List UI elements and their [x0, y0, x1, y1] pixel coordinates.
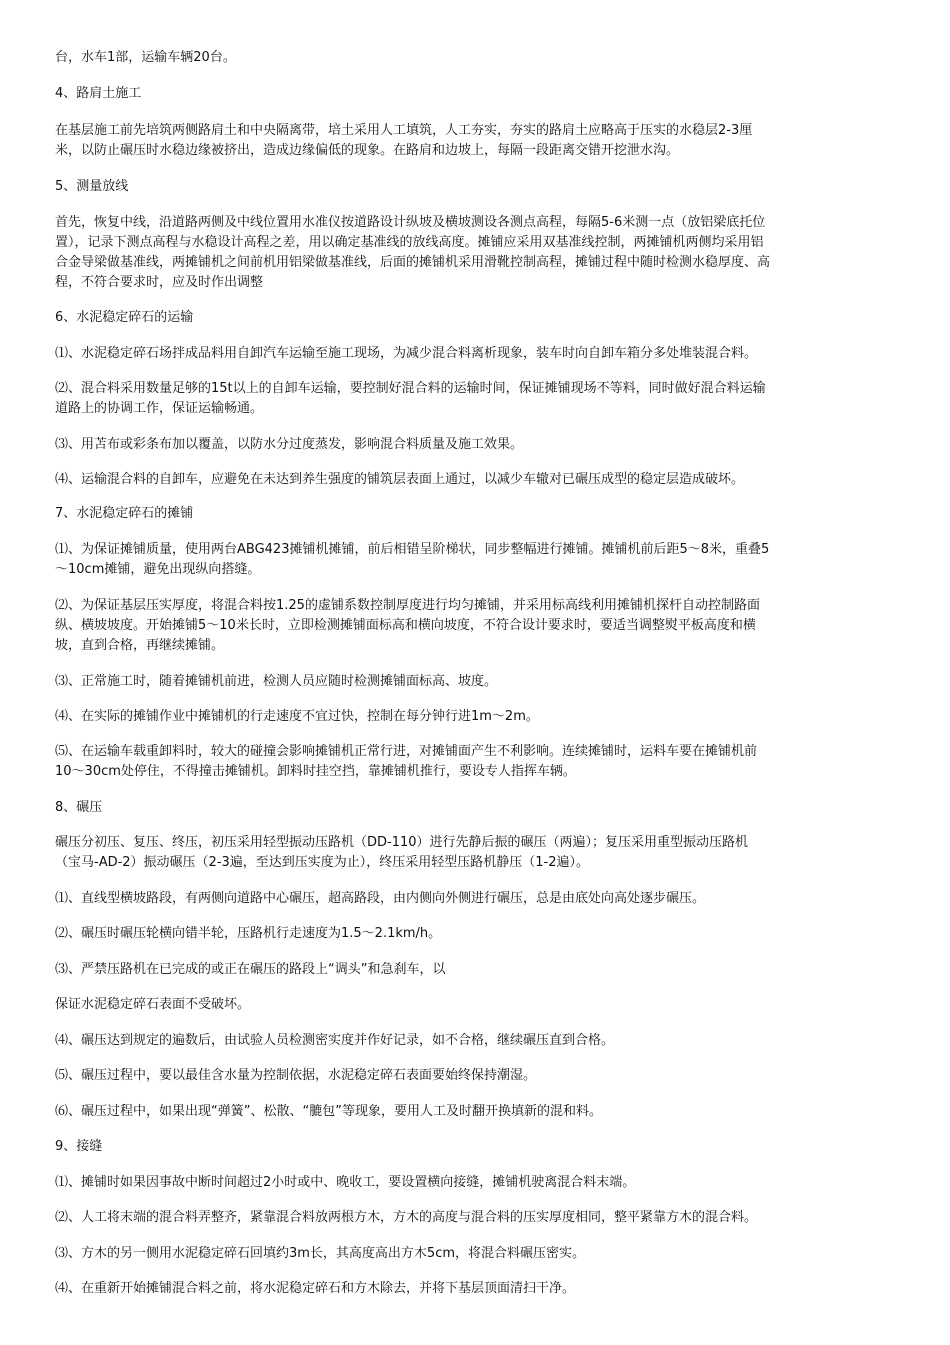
text-line: ⑷、在重新开始摊铺混合料之前，将水泥稳定碎石和方木除去，并将下基层顶面清扫干净。 — [55, 1281, 576, 1296]
text-line: 10～30cm处停住，不得撞击摊铺机。卸料时挂空挡，靠摊铺机推行，要设专人指挥车辆。 — [55, 764, 576, 779]
section-heading: 4、路肩土施工 — [55, 86, 142, 101]
text-line: ⑴、水泥稳定碎石场拌成品料用自卸汽车运输至施工现场，为减少混合料离析现象，装车时向自卸车箱分多处堆装混合料。 — [55, 346, 758, 361]
text-line: ⑶、严禁压路机在已完成的或正在碾压的路段上“调头”和急刹车，以 — [55, 962, 446, 977]
section-heading: 8、碾压 — [55, 800, 103, 815]
text-line: 在基层施工前先培筑两侧路肩土和中央隔离带，培土采用人工填筑，人工夯实，夯实的路肩土应略高于压实的水稳层2-3厘 — [55, 123, 753, 138]
text-line: 米，以防止碾压时水稳边缘被挤出，造成边缘偏低的现象。在路肩和边坡上，每隔一段距离交错开挖泄水沟。 — [55, 143, 680, 158]
text-line: 合金导梁做基准线，两摊铺机之间前机用铝梁做基准线，后面的摊铺机采用滑靴控制高程，摊铺过程中随时检测水稳厚度、高 — [55, 255, 771, 270]
text-line: ⑷、碾压达到规定的遍数后，由试验人员检测密实度并作好记录，如不合格，继续碾压直到合格。 — [55, 1033, 615, 1048]
text-line: ～10cm摊铺，避免出现纵向搭缝。 — [55, 562, 261, 577]
section-heading: 7、水泥稳定碎石的摊铺 — [55, 506, 194, 521]
text-line: ⑵、碾压时碾压轮横向错半轮，压路机行走速度为1.5～2.1km/h。 — [55, 926, 442, 941]
text-line: ⑴、摊铺时如果因事故中断时间超过2小时或中、晚收工，要设置横向接缝，摊铺机驶离混合料末端。 — [55, 1175, 636, 1190]
section-heading: 9、接缝 — [55, 1139, 103, 1154]
text-line: ⑹、碾压过程中，如果出现“弹簧”、松散、“膔包”等现象，要用人工及时翻开换填新的混和料。 — [55, 1104, 602, 1119]
text-line: ⑸、碾压过程中，要以最佳含水量为控制依据，水泥稳定碎石表面要始终保持潮湿。 — [55, 1068, 537, 1083]
text-line: 道路上的协调工作，保证运输畅通。 — [55, 401, 264, 416]
text-line: （宝马-AD-2）振动碾压（2-3遍，至达到压实度为止），终压采用轻型压路机静压（1-2遍）。 — [55, 855, 590, 870]
text-line: 台，水车1部，运输车辆20台。 — [55, 50, 236, 65]
text-line: ⑵、人工将末端的混合料弄整齐，紧靠混合料放两根方木，方木的高度与混合料的压实厚度相同，整平紧靠方木的混合料。 — [55, 1210, 758, 1225]
text-line: ⑷、运输混合料的自卸车，应避免在未达到养生强度的铺筑层表面上通过，以减少车辙对已碾压成型的稳定层造成破坏。 — [55, 472, 745, 487]
text-line: ⑶、方木的另一侧用水泥稳定碎石回填约3m长，其高度高出方木5cm，将混合料碾压密实。 — [55, 1246, 586, 1261]
text-line: 首先，恢复中线，沿道路两侧及中线位置用水准仪按道路设计纵坡及横坡测设各测点高程，每隔5-6米测一点（放铝梁底托位 — [55, 215, 766, 230]
text-line: ⑶、正常施工时，随着摊铺机前进，检测人员应随时检测摊铺面标高、坡度。 — [55, 674, 498, 689]
text-line: 置），记录下测点高程与水稳设计高程之差，用以确定基准线的放线高度。摊铺应采用双基准线控制，两摊铺机两侧均采用铝 — [55, 235, 764, 250]
text-line: 保证水泥稳定碎石表面不受破坏。 — [55, 997, 251, 1012]
section-heading: 5、测量放线 — [55, 179, 129, 194]
text-line: ⑷、在实际的摊铺作业中摊铺机的行走速度不宜过快，控制在每分钟行进1m～2m。 — [55, 709, 539, 724]
text-line: 坡，直到合格，再继续摊铺。 — [55, 638, 225, 653]
text-line: ⑵、混合料采用数量足够的15t以上的自卸车运输，要控制好混合料的运输时间，保证摊铺现场不等料，同时做好混合料运输 — [55, 381, 766, 396]
text-line: ⑴、直线型横坡路段，有两侧向道路中心碾压，超高路段，由内侧向外侧进行碾压，总是由底处向高处逐步碾压。 — [55, 891, 706, 906]
text-line: ⑸、在运输车载重卸料时，较大的碰撞会影响摊铺机正常行进，对摊铺面产生不利影响。连续摊铺时，运料车要在摊铺机前 — [55, 744, 758, 759]
text-line: 碾压分初压、复压、终压，初压采用轻型振动压路机（DD-110）进行先静后振的碾压（两遍）；复压采用重型振动压路机 — [55, 835, 749, 850]
text-line: ⑴、为保证摊铺质量，使用两台ABG423摊铺机摊铺，前后相错呈阶梯状，同步整幅进行摊铺。摊铺机前后距5～8米，重叠5 — [55, 542, 770, 557]
text-line: 程，不符合要求时，应及时作出调整 — [55, 275, 264, 290]
text-line: ⑶、用苫布或彩条布加以覆盖，以防水分过度蒸发，影响混合料质量及施工效果。 — [55, 437, 524, 452]
text-line: ⑵、为保证基层压实厚度，将混合料按1.25的虚铺系数控制厚度进行均匀摊铺，并采用标高线利用摊铺机探杆自动控制路面 — [55, 598, 760, 613]
text-line: 纵、横坡坡度。开始摊铺5～10米长时，立即检测摊铺面标高和横向坡度，不符合设计要求时，要适当调整熨平板高度和横 — [55, 618, 756, 633]
section-heading: 6、水泥稳定碎石的运输 — [55, 310, 194, 325]
